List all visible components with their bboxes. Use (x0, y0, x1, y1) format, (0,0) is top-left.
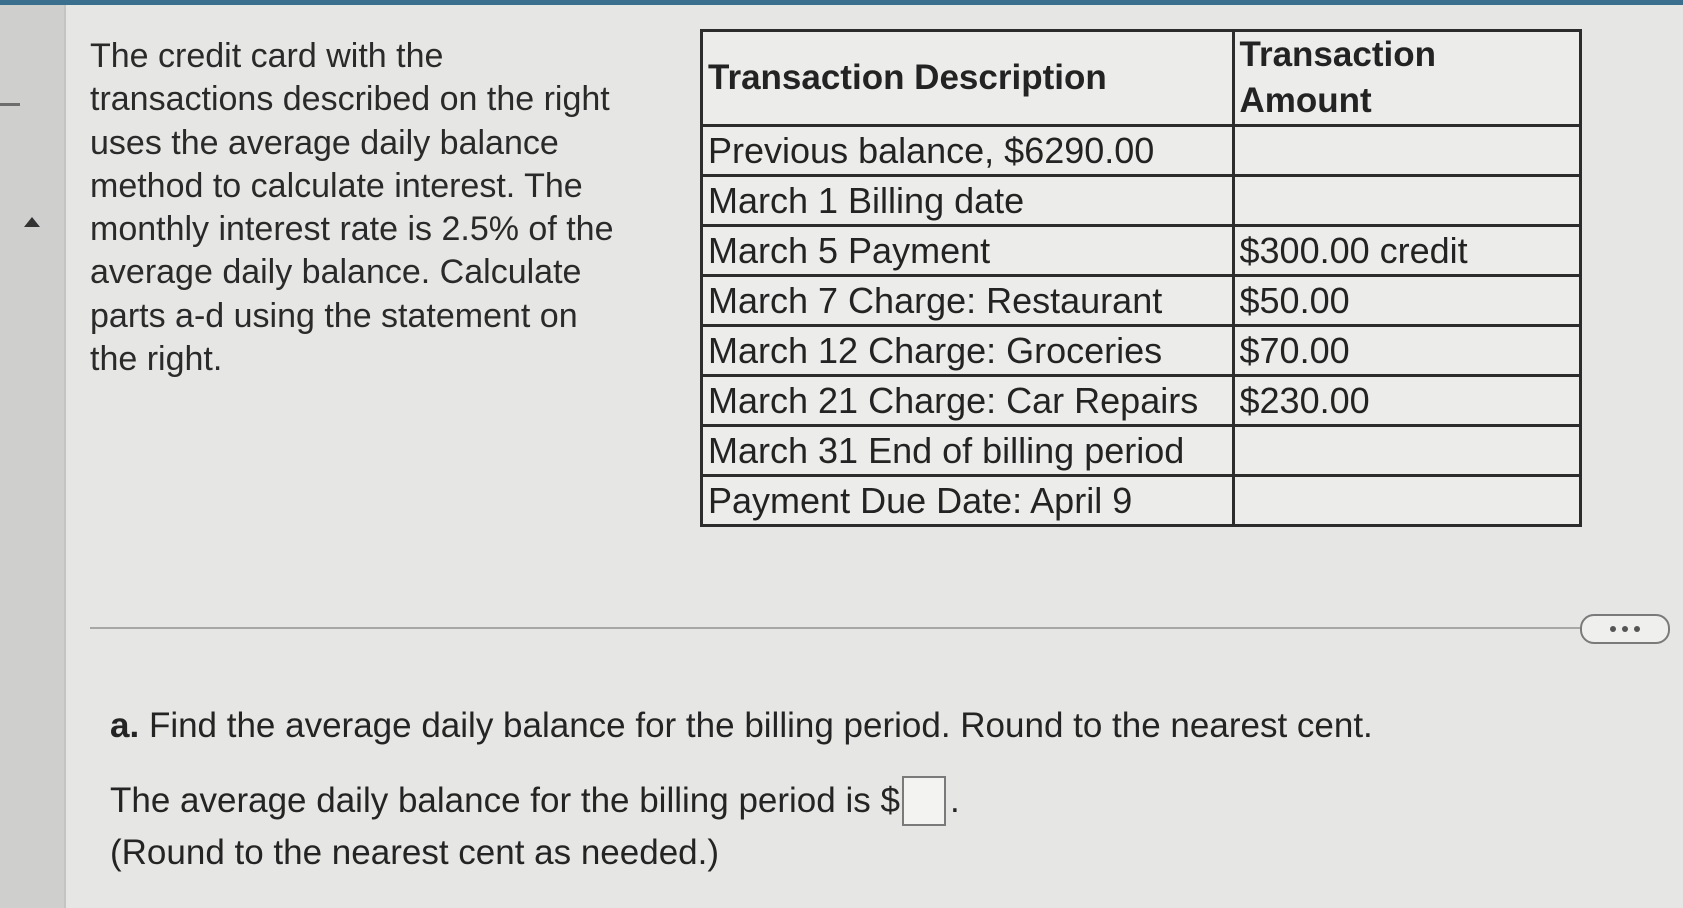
header-amount (1233, 31, 1580, 126)
transaction-amount-cell: $230.00 (1233, 376, 1580, 426)
caret-up-icon[interactable] (24, 217, 40, 227)
header-description: Transaction Description (702, 31, 1234, 126)
answer-input[interactable] (902, 776, 946, 826)
transaction-description-cell: Payment Due Date: April 9 (702, 476, 1234, 526)
transaction-description-cell: March 7 Charge: Restaurant (702, 276, 1234, 326)
transactions-table (700, 29, 1582, 527)
header-amount-label: Transaction Amount (1239, 35, 1436, 120)
table-row (702, 376, 1581, 426)
table-header-row (702, 31, 1581, 126)
table-body (702, 126, 1581, 526)
transaction-amount-cell: $50.00 (1233, 276, 1580, 326)
more-dots-icon (1622, 626, 1628, 632)
table-row (702, 176, 1581, 226)
rounding-hint: (Round to the nearest cent as needed.) (110, 833, 720, 872)
transaction-description-cell: March 12 Charge: Groceries (702, 326, 1234, 376)
answer-suffix: . (949, 781, 960, 820)
transaction-description-cell: March 31 End of billing period (702, 426, 1234, 476)
table-row (702, 276, 1581, 326)
section-divider (90, 627, 1630, 629)
transaction-amount-cell: $70.00 (1233, 326, 1580, 376)
collapse-dash-icon[interactable] (0, 103, 20, 106)
transaction-amount-cell: $300.00 credit (1233, 226, 1580, 276)
table-row (702, 426, 1581, 476)
answer-line (110, 776, 960, 826)
question-label: a. (110, 706, 140, 745)
transaction-amount-cell (1233, 476, 1580, 526)
problem-statement: The credit card with the transactions described on the right uses the average daily balance method to calculate interest. The monthly interest rate is 2.5% of the average daily balance. Calculate parts a-d using the statement on the right. (90, 37, 614, 379)
more-dots-icon (1634, 626, 1640, 632)
question-text: Find the average daily balance for the billing period. Round to the nearest cent. (148, 706, 1373, 745)
more-dots-icon (1610, 626, 1616, 632)
transaction-description-cell: Previous balance, $6290.00 (702, 126, 1234, 176)
question-a (110, 706, 1373, 746)
transaction-description-cell: March 1 Billing date (702, 176, 1234, 226)
answer-prefix: The average daily balance for the billing period is $ (110, 781, 900, 820)
table-row (702, 226, 1581, 276)
more-options-button[interactable] (1580, 614, 1670, 644)
table-row (702, 326, 1581, 376)
transaction-amount-cell (1233, 426, 1580, 476)
table-row (702, 476, 1581, 526)
table-row (702, 126, 1581, 176)
transaction-description-cell: March 5 Payment (702, 226, 1234, 276)
transaction-amount-cell (1233, 176, 1580, 226)
transaction-description-cell: March 21 Charge: Car Repairs (702, 376, 1234, 426)
left-gutter (0, 5, 66, 908)
transaction-amount-cell (1233, 126, 1580, 176)
